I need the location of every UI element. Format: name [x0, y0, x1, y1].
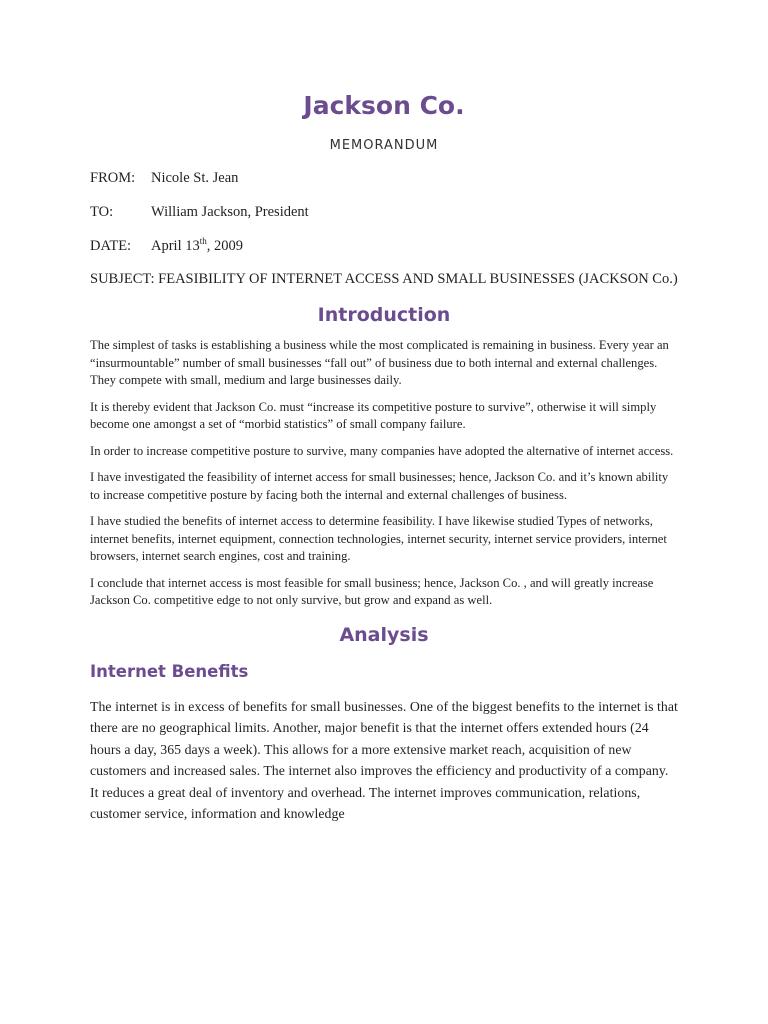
subject-line: SUBJECT: FEASIBILITY OF INTERNET ACCESS AND SMALL BUSINESSES (JACKSON Co.) [90, 271, 678, 287]
company-title: Jackson Co. [303, 91, 465, 120]
to-line [90, 202, 678, 222]
intro-paragraph: I have studied the benefits of internet access to determine feasibility. I have likewise studied Types of networks, internet benefits, internet equipment, connection technologies, internet security, internet service providers, internet browsers, internet search engines, cost and training. [90, 514, 667, 563]
analysis-heading: Analysis [339, 623, 429, 646]
date-value [151, 238, 243, 254]
date-label: DATE: [90, 238, 132, 254]
date-year: , 2009 [206, 238, 243, 254]
from-line [90, 168, 678, 188]
intro-paragraph: The simplest of tasks is establishing a business while the most complicated is remaining in business. Every year an “insurmountable” number of small businesses “fall out” of business due to both internal and external challenges. They compete with small, medium and large businesses daily. [90, 338, 669, 387]
from-value: Nicole St. Jean [151, 170, 239, 186]
internet-benefits-heading: Internet Benefits [90, 661, 249, 681]
memo-label: MEMORANDUM [329, 138, 439, 153]
intro-paragraph: I have investigated the feasibility of internet access for small businesses; hence, Jackson Co. and it’s known ability to increase competitive posture by facing both the internal and external challenges of business. [90, 470, 669, 502]
to-label: TO: [90, 204, 114, 220]
introduction-body [90, 337, 678, 610]
intro-paragraph: I conclude that internet access is most feasible for small business; hence, Jackson Co. , and will greatly increase Jackson Co. competitive edge to not only survive, but grow and expand as well. [90, 575, 654, 607]
from-label: FROM: [90, 170, 136, 186]
introduction-heading: Introduction [317, 304, 451, 326]
intro-paragraph: In order to increase competitive posture to survive, many companies have adopted the alternative of internet access. [90, 443, 674, 458]
date-line [90, 236, 678, 256]
date-day: April 13 [151, 238, 200, 254]
to-value: William Jackson, President [151, 204, 309, 220]
intro-paragraph: It is thereby evident that Jackson Co. must “increase its competitive posture to survive”, otherwise it will simply become one amongst a set of “morbid statistics” of small company failure. [90, 399, 657, 431]
internet-benefits-paragraph: The internet is in excess of benefits for small businesses. One of the biggest benefits to the internet is that there are no geographical limits. Another, major benefit is that the internet offers extended hours (24 hours a day, 365 days a week). This allows for a more extensive market reach, acquisition of new customers and increased sales. The internet also improves the efficiency and productivity of a company. It reduces a great deal of inventory and overhead. The internet improves communication, relations, customer service, information and knowledge [90, 698, 678, 822]
date-ordinal: th [199, 236, 207, 247]
